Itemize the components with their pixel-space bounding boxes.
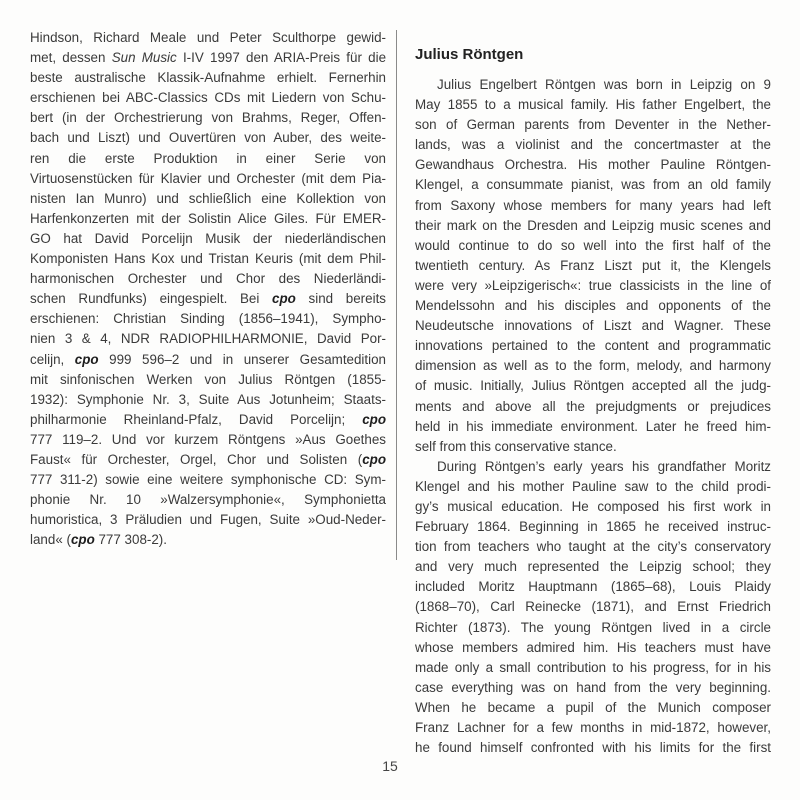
text-line: of music. Initially, Julius Röntgen accepted all the judg- (415, 378, 771, 394)
work-title: Sun Music (111, 50, 177, 66)
text-line: lands, was a violinist and the concertmaster at the (415, 137, 771, 153)
text-line: 777 119–2. Und vor kurzem Röntgens »Aus Goethes (30, 431, 386, 447)
text-line: beste australische Klassik-Aufnahme erhielt. Fernerhin (30, 70, 386, 86)
text-line: case everything was on hand from the very beginning. (415, 679, 771, 695)
text-line: would continue to do so well into the first half of the (415, 237, 771, 253)
text-line: included Moritz Hauptmann (1865–68), Louis Plaidy (415, 579, 771, 595)
text-line: phonie Nr. 10 »Walzersymphonie«, Symphonietta (30, 492, 386, 508)
text-line: GO hat David Porcelijn Musik der niederländischen (30, 230, 386, 246)
text-line: Franz Lachner for a few months in mid-1872, however, (415, 720, 771, 735)
text-line: and very much represented the Leipzig school; they (415, 559, 771, 575)
paragraph (415, 75, 771, 457)
text-line: tion from teachers who taught at the city’s conservatory (415, 539, 771, 555)
text-line: humoristica, 3 Präludien und Fugen, Suite »Oud-Neder- (30, 512, 386, 528)
cpo-label-logo: cpo (74, 351, 99, 367)
text-line: harmonischen Orchester und Chor des Niederländi- (30, 271, 386, 287)
left-column-text (30, 28, 386, 550)
text-line: Mendelssohn and his disciples and opponents of the (415, 298, 771, 314)
text-line: philharmonie Rheinland-Pfalz, David Porcelijn; cpo (30, 411, 386, 427)
cpo-label-logo: cpo (70, 532, 95, 548)
text-line: Harfenkonzerten mit der Solistin Alice Giles. Für EMER- (30, 210, 386, 226)
text-line: 1932): Symphonie Nr. 3, Suite Aus Jotunheim; Staats- (30, 391, 386, 407)
text-line: When he became a pupil of the Munich composer (415, 699, 771, 715)
text-line: from Saxony whose members for many years had left (415, 197, 771, 213)
text-line: he found himself confronted with his limits for the first (415, 740, 771, 756)
text-line: mit sinfonischen Werken von Julius Röntgen (1855- (30, 371, 386, 387)
text-line: self from this conservative stance. (415, 438, 617, 454)
text-line: February 1864. Beginning in 1865 he received instruc- (415, 519, 771, 535)
text-line: ments and above all the prejudgments or prejudices (415, 398, 771, 414)
text-line: ren die erste Produktion in einer Serie von (30, 150, 386, 166)
text-line: were very »Leipzigerisch«: true classicists in the line of (415, 277, 771, 293)
text-line: (1868–70), Carl Reinecke (1871), and Ernst Friedrich (415, 599, 771, 615)
text-line: nien 3 & 4, NDR RADIOPHILHARMONIE, David Por- (30, 331, 386, 347)
cpo-label-logo: cpo (272, 291, 296, 307)
text-line: twentieth century. As Franz Liszt put it, the Klengels (415, 257, 771, 273)
page-number: 15 (382, 758, 398, 774)
text-line: their mark on the Dresden and Leipzig music scenes and (415, 217, 771, 233)
text-line: Klengel, a consummate pianist, was from an old family (415, 177, 771, 193)
cpo-label-logo: cpo (362, 411, 386, 427)
text-line: made only a small contribution to his progress, for in his (415, 659, 771, 675)
section-heading: Julius Röntgen (415, 46, 524, 63)
text-line: Hindson, Richard Meale und Peter Sculthorpe gewid- (30, 30, 386, 45)
text-line: 777 311-2) sowie eine weitere symphonische CD: Sym- (30, 472, 386, 488)
text-line: bach und Liszt) und Ouvertüren von Auber, des weite- (30, 130, 386, 146)
text-line: Virtuosenstücken für Klavier und Orchester (mit dem Pia- (30, 170, 386, 186)
column-divider (396, 30, 397, 560)
paragraph (415, 457, 771, 758)
text-line: Richter (1873). The young Röntgen lived in a circle (415, 619, 771, 635)
article-body (415, 75, 771, 758)
text-line: Klengel and his mother Pauline saw to the child prodi- (415, 478, 771, 494)
text-line: During Röntgen’s early years his grandfather Moritz (437, 458, 771, 474)
text-line: erschienen bei ABC-Classics CDs mit Liedern von Schu- (30, 90, 386, 106)
text-line: held in his immediate environment. Later he freed him- (415, 418, 771, 434)
text-line: gy’s musical education. He composed his first work in (415, 498, 771, 514)
text-line: schen Rundfunks) eingespielt. Bei cpo sind bereits (30, 291, 386, 307)
text-line: Komponisten Hans Kox und Tristan Keuris (mit dem Phil- (30, 251, 386, 267)
text-line: Neudeutsche innovations of Liszt and Wagner. These (415, 318, 771, 334)
text-line: whose members admired him. His teachers must have (415, 639, 771, 655)
right-column-text (415, 45, 771, 758)
text-line: land« (cpo 777 308-2). (30, 532, 167, 548)
text-line: erschienen: Christian Sinding (1856–1941), Sympho- (30, 311, 386, 327)
text-line: Faust« für Orchester, Orgel, Chor und Solisten (cpo (30, 451, 386, 467)
text-line: celijn, cpo 999 596–2 und in unserer Gesamtedition (30, 351, 386, 367)
text-line: bert (in der Orchestrierung von Brahms, Reger, Offen- (30, 110, 386, 126)
text-line: innovations pertained to the content and programmatic (415, 338, 771, 354)
cpo-label-logo: cpo (362, 451, 386, 467)
text-line: Gewandhaus Orchestra. His mother Pauline Röntgen- (415, 157, 771, 173)
text-line: nisten Ian Munro) und schließlich eine Kollektion von (30, 190, 386, 206)
text-line: dimension as well as to the form, melody, and harmony (415, 358, 771, 374)
text-line: May 1855 to a musical family. His father Engelbert, the (415, 97, 771, 113)
text-line: Julius Engelbert Röntgen was born in Leipzig on 9 (437, 77, 771, 92)
text-line: met, dessen Sun Music I-IV 1997 den ARIA-Preis für die (30, 50, 387, 66)
text-line: son of German parents from Deventer in the Nether- (415, 117, 771, 133)
